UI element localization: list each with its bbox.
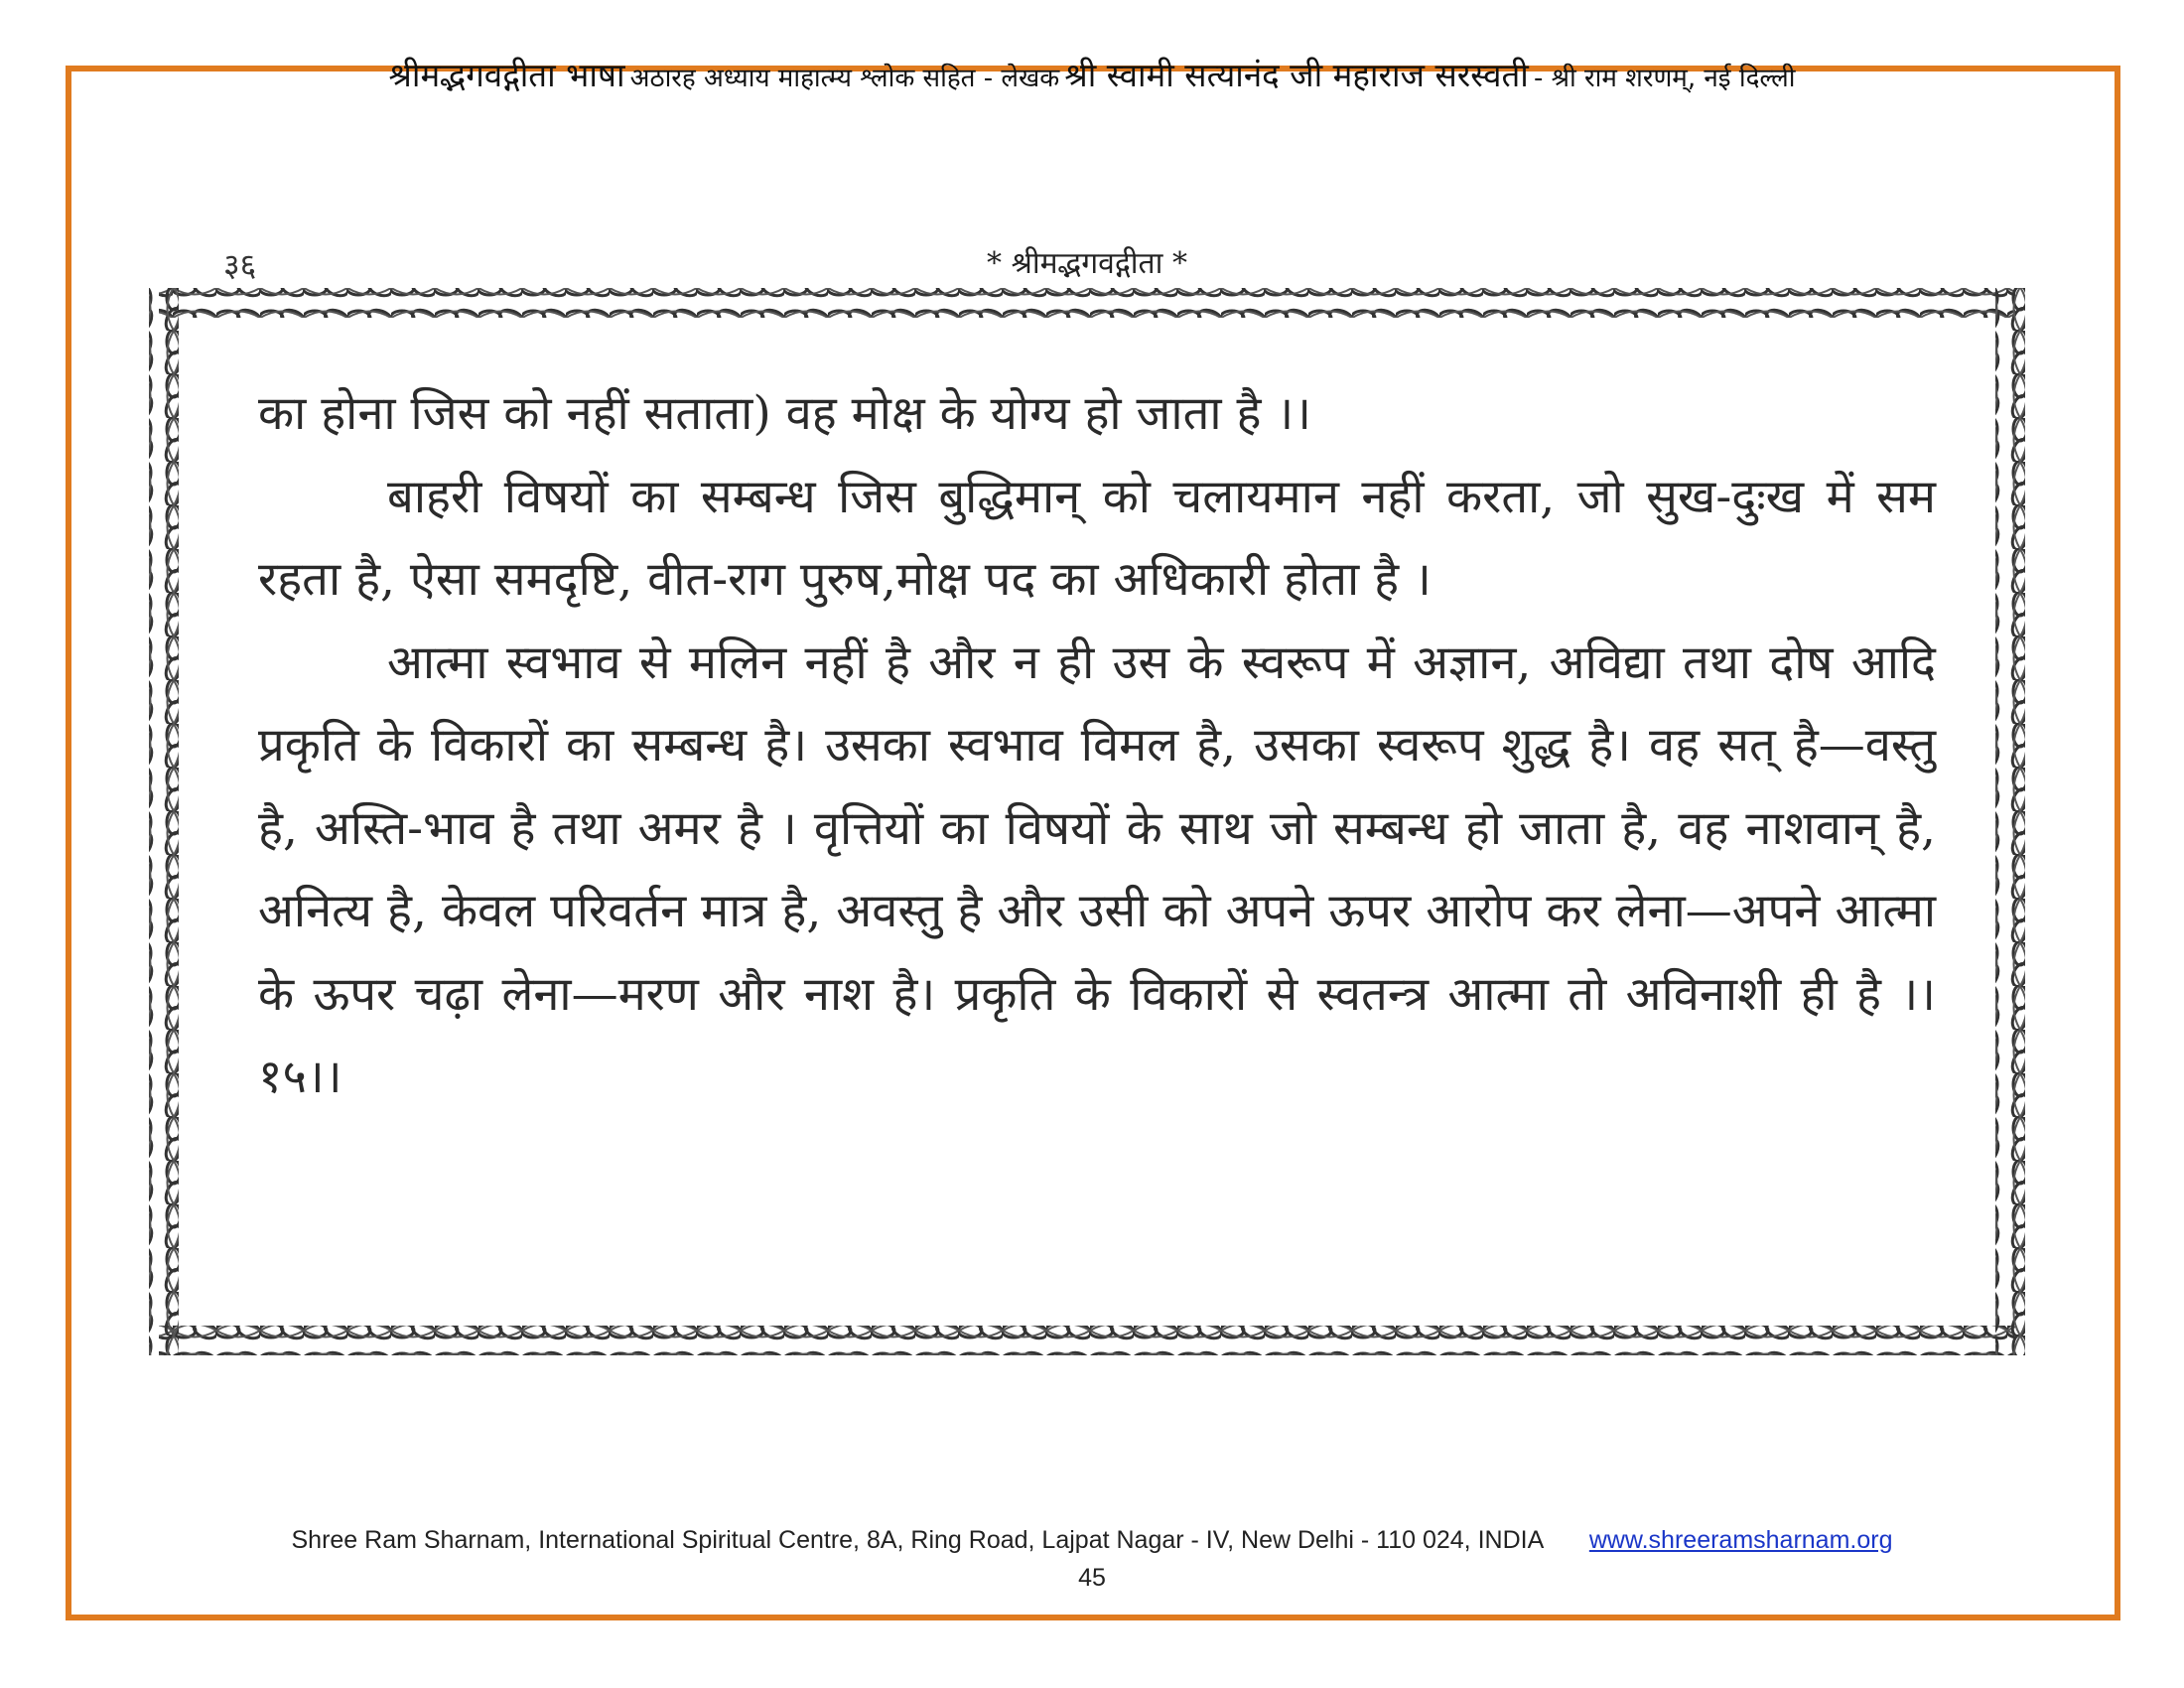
header-publisher: - श्री राम शरणम्, नई दिल्ली [1533, 64, 1796, 93]
header-subtitle: अठारह अध्याय माहात्म्य श्लोक सहित - लेखक [629, 64, 1060, 93]
scanned-page [129, 243, 2045, 1405]
paragraph: बाहरी विषयों का सम्बन्ध जिस बुद्धिमान् को चलायमान नहीं करता, जो सुख-दुःख में सम रहता है, ऐसा समदृष्टि, वीत-राग पुरुष,मोक्ष पद का अधिकारी होता है । [258, 469, 1936, 607]
page-number: 45 [1078, 1564, 1106, 1592]
scripture-text [258, 372, 1936, 1119]
scan-page-number: ३६ [223, 246, 257, 284]
book-title: * श्रीमद्भगवद्गीता * [987, 246, 1187, 281]
footer-address: Shree Ram Sharnam, International Spiritual Centre, 8A, Ring Road, Lajpat Nagar - IV, New Delhi - 110 024, INDIA [291, 1526, 1543, 1554]
header-title: श्रीमद्भगवद्गीता भाषा [388, 56, 625, 94]
website-link[interactable]: www.shreeramsharnam.org [1588, 1526, 1893, 1554]
page-footer [0, 1526, 2184, 1555]
page-header [0, 52, 2184, 96]
paragraph: आत्मा स्वभाव से मलिन नहीं है और न ही उस के स्वरूप में अज्ञान, अविद्या तथा दोष आदि प्रकृति के विकारों का सम्बन्ध है। उसका स्वभाव विमल है, उसका स्वरूप शुद्ध है। वह सत् है—वस्तु है, अस्ति-भाव है तथा अमर है । वृत्तियों का विषयों के साथ जो सम्बन्ध हो जाता है, वह नाशवान् है, अनित्य है, केवल परिवर्तन मात्र है, अवस्तु है और उसी को अपने ऊपर आरोप कर लेना—अपने आत्मा के ऊपर चढ़ा लेना—मरण और नाश है। प्रकृति के विकारों से स्वतन्त्र आत्मा तो अविनाशी ही है ।।१५।। [258, 634, 1936, 1104]
header-author: श्री स्वामी सत्यानंद जी महाराज सरस्वती [1064, 56, 1529, 94]
paragraph: का होना जिस को नहीं सताता) वह मोक्ष के योग्य हो जाता है ।। [258, 386, 1311, 441]
